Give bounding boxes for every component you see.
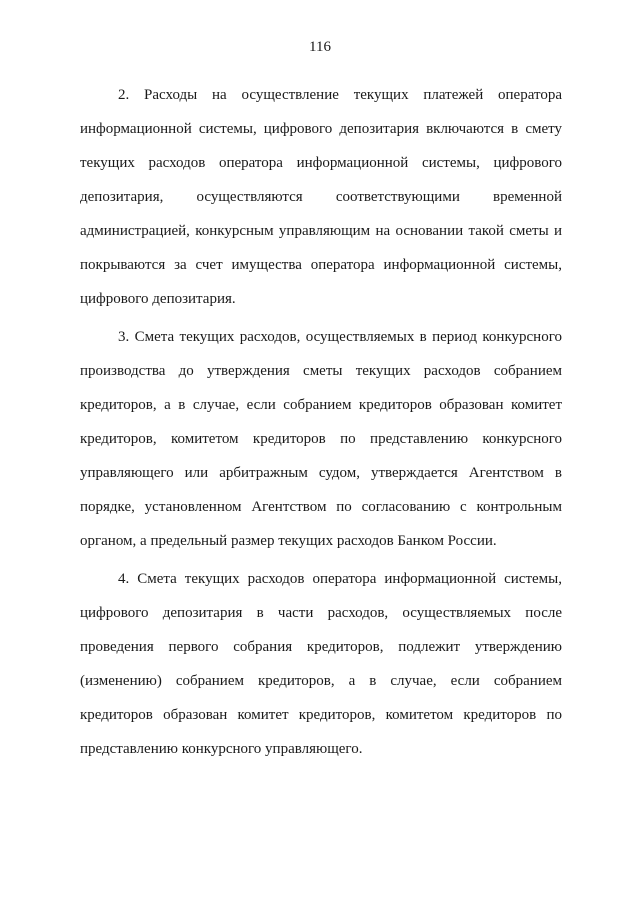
- paragraph-line: порядке, установленном Агентством по согласованию с контрольным: [80, 499, 562, 515]
- paragraph-line: депозитария, осуществляются соответствующими временной: [80, 189, 562, 205]
- paragraph-line: кредиторов, а в случае, если собранием кредиторов образован комитет: [80, 397, 562, 413]
- paragraph-line: 3. Смета текущих расходов, осуществляемых в период конкурсного: [118, 329, 562, 345]
- paragraph-4: [80, 562, 562, 766]
- paragraph-3: [80, 320, 562, 558]
- paragraph-line: 2. Расходы на осуществление текущих платежей оператора: [118, 87, 562, 103]
- paragraph-line: кредиторов образован комитет кредиторов, комитетом кредиторов по: [80, 707, 562, 723]
- paragraph-line: покрываются за счет имущества оператора информационной системы,: [80, 257, 562, 273]
- paragraph-line: информационной системы, цифрового депозитария включаются в смету: [80, 121, 562, 137]
- paragraph-line: администрацией, конкурсным управляющим на основании такой сметы и: [80, 223, 562, 239]
- paragraph-line: цифрового депозитария.: [80, 291, 236, 307]
- paragraph-line: кредиторов, комитетом кредиторов по представлению конкурсного: [80, 431, 562, 447]
- paragraph-line: органом, а предельный размер текущих расходов Банком России.: [80, 533, 497, 549]
- paragraph-line: текущих расходов оператора информационной системы, цифрового: [80, 155, 562, 171]
- document-body: [80, 78, 562, 770]
- paragraph-line: 4. Смета текущих расходов оператора информационной системы,: [118, 571, 562, 587]
- paragraph-line: управляющего или арбитражным судом, утверждается Агентством в: [80, 465, 562, 481]
- paragraph-2: [80, 78, 562, 316]
- page-number: 116: [309, 39, 331, 55]
- paragraph-line: цифрового депозитария в части расходов, осуществляемых после: [80, 605, 562, 621]
- paragraph-line: представлению конкурсного управляющего.: [80, 741, 363, 757]
- paragraph-line: (изменению) собранием кредиторов, а в случае, если собранием: [80, 673, 562, 689]
- paragraph-line: проведения первого собрания кредиторов, подлежит утверждению: [80, 639, 562, 655]
- paragraph-line: производства до утверждения сметы текущих расходов собранием: [80, 363, 562, 379]
